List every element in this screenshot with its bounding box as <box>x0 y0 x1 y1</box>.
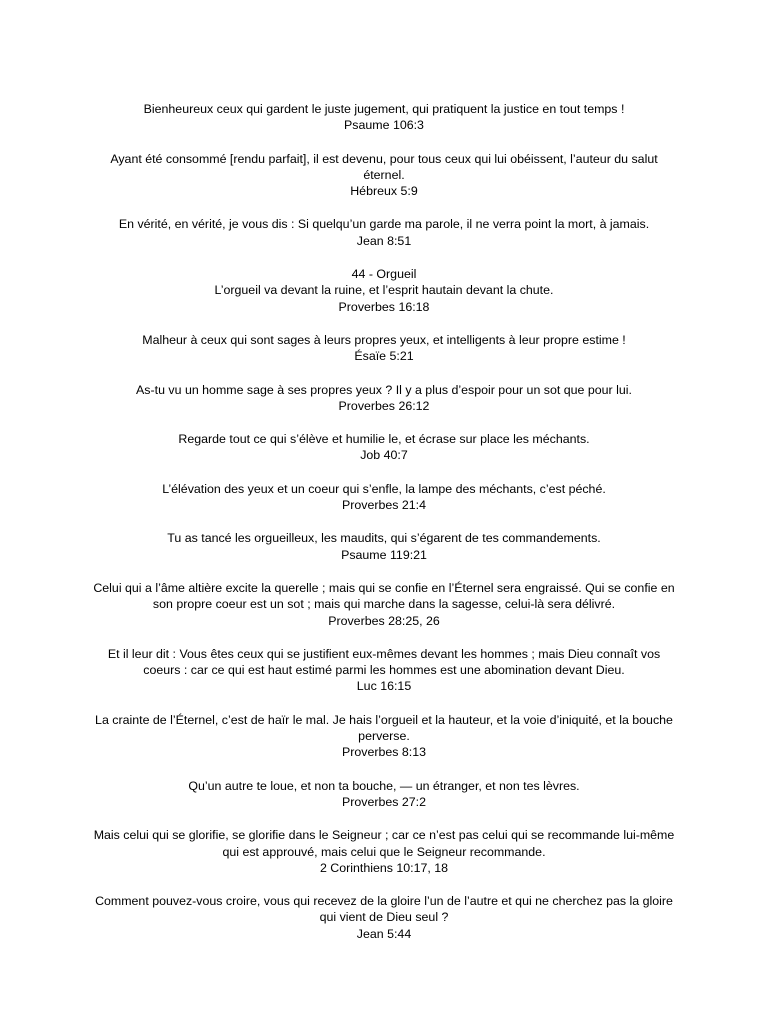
verse-text: Et il leur dit : Vous êtes ceux qui se justifient eux-mêmes devant les hommes ; mais Dieu connaît vos coeurs : car ce qui est haut estimé parmi les hommes est une abomination devant Dieu. <box>107 646 661 678</box>
verse-block <box>88 778 680 811</box>
verse-text: Ayant été consommé [rendu parfait], il est devenu, pour tous ceux qui lui obéissent, l’auteur du salut éternel. <box>110 151 658 182</box>
verse-block <box>88 101 680 134</box>
verse-text: En vérité, en vérité, je vous dis : Si quelqu’un garde ma parole, il ne verra point la mort, à jamais. <box>118 217 650 232</box>
verse-reference: Hébreux 5:9 <box>350 184 418 199</box>
verse-text: Regarde tout ce qui s’élève et humilie le, et écrase sur place les méchants. <box>178 432 590 447</box>
verse-text: La crainte de l’Éternel, c’est de haïr le mal. Je hais l’orgueil et la hauteur, et la voie d’iniquité, et la bouche perverse. <box>95 712 673 744</box>
verse-reference: Psaume 106:3 <box>344 118 424 133</box>
verse-text: Qu’un autre te loue, et non ta bouche, — un étranger, et non tes lèvres. <box>188 778 580 793</box>
verse-block <box>88 646 680 695</box>
verse-text: Comment pouvez-vous croire, vous qui recevez de la gloire l’un de l’autre et qui ne cherchez pas la gloire qui vient de Dieu seul ? <box>95 894 673 925</box>
verse-text: Tu as tancé les orgueilleux, les maudits, qui s’égarent de tes commandements. <box>167 531 601 546</box>
verse-block <box>88 893 680 942</box>
verse-block <box>88 332 680 365</box>
verse-reference: Psaume 119:21 <box>341 547 427 562</box>
verse-block <box>88 216 680 249</box>
verse-text: L’élévation des yeux et un coeur qui s’enfle, la lampe des méchants, c’est péché. <box>162 481 606 496</box>
verse-reference: Luc 16:15 <box>356 679 412 694</box>
section-heading: 44 - Orgueil <box>351 267 417 282</box>
verse-block <box>88 530 680 563</box>
verse-text: Malheur à ceux qui sont sages à leurs propres yeux, et intelligents à leur propre estime ! <box>142 332 626 347</box>
verse-reference: Proverbes 27:2 <box>341 794 427 809</box>
verse-block <box>88 481 680 514</box>
verse-text: Mais celui qui se glorifie, se glorifie dans le Seigneur ; car ce n’est pas celui qui se recommande lui-même qui est approuvé, mais celui que le Seigneur recommande. <box>93 828 675 859</box>
verse-block <box>88 827 680 876</box>
verse-reference: Job 40:7 <box>360 448 408 463</box>
verse-text: Bienheureux ceux qui gardent le juste jugement, qui pratiquent la justice en tout temps ! <box>143 102 625 116</box>
verse-block <box>88 580 680 629</box>
verse-reference: Proverbes 16:18 <box>338 299 430 314</box>
verse-block <box>88 266 680 315</box>
verse-reference: Proverbes 8:13 <box>341 745 427 760</box>
verse-reference: 2 Corinthiens 10:17, 18 <box>319 860 449 875</box>
verse-reference: Proverbes 21:4 <box>341 498 427 513</box>
verse-text: As-tu vu un homme sage à ses propres yeux ? Il y a plus d’espoir pour un sot que pour lui. <box>136 382 632 397</box>
verse-reference: Proverbes 28:25, 26 <box>328 613 440 628</box>
verse-reference: Jean 5:44 <box>356 926 412 941</box>
verse-text: L’orgueil va devant la ruine, et l’esprit hautain devant la chute. <box>214 283 554 298</box>
verse-reference: Ésaïe 5:21 <box>354 349 414 364</box>
verse-block <box>88 431 680 464</box>
verse-reference: Proverbes 26:12 <box>338 398 430 413</box>
verse-block <box>88 712 680 761</box>
verse-block <box>88 151 680 200</box>
verse-text: Celui qui a l’âme altière excite la querelle ; mais qui se confie en l’Éternel sera engraissé. Qui se confie en son propre coeur est un sot ; mais qui marche dans la sagesse, celui-là sera délivré. <box>93 580 675 612</box>
verse-block <box>88 382 680 415</box>
verse-reference: Jean 8:51 <box>356 233 412 248</box>
